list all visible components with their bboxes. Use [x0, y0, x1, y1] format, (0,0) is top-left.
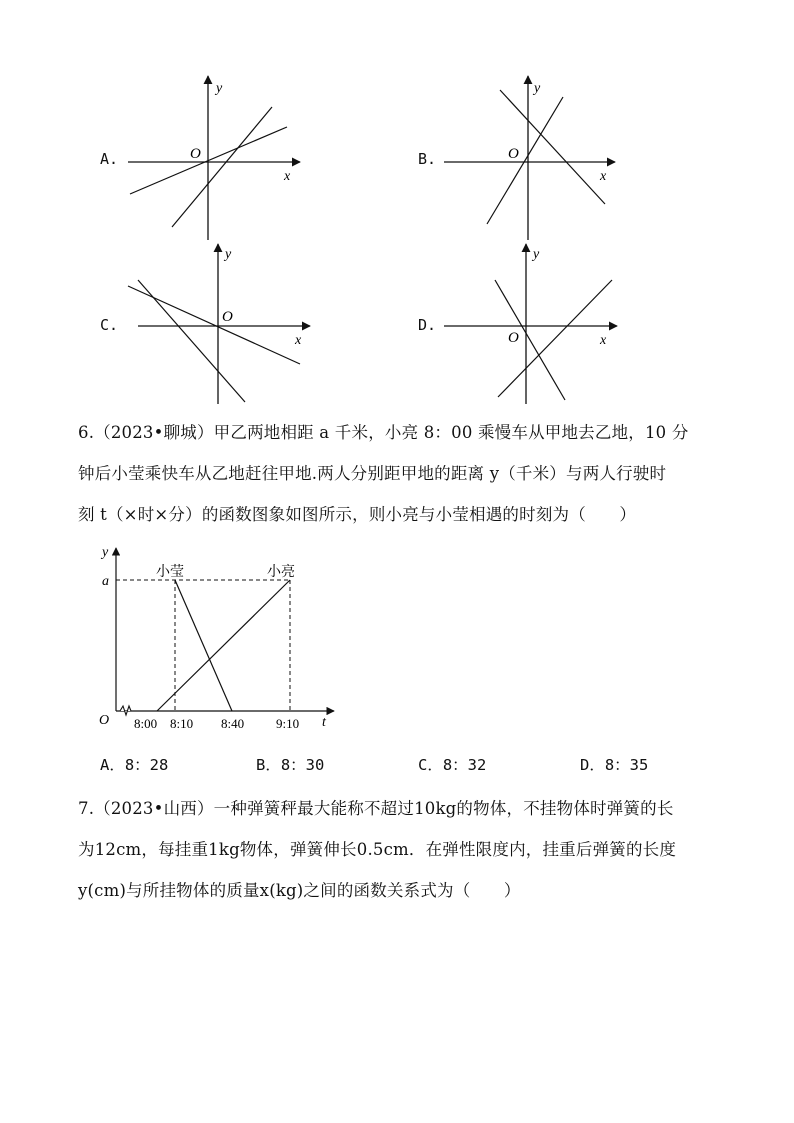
q6-distance-time-graph — [96, 540, 346, 730]
q6-choice-d: D．8：35 — [580, 756, 649, 774]
q6-choice-b: B．8：30 — [256, 756, 325, 774]
y-axis-label: y — [102, 545, 109, 560]
xiaoying-label: 小莹 — [156, 565, 184, 580]
y-axis-label: y — [225, 247, 232, 262]
option-b-graph — [440, 72, 630, 244]
origin-label: O — [99, 713, 110, 728]
line-1 — [487, 97, 563, 224]
origin-label: O — [222, 309, 233, 325]
x-axis-label: x — [295, 333, 302, 348]
origin-label: O — [508, 146, 519, 162]
option-a-graph — [120, 72, 310, 244]
q7-text-line-2: 为12cm，每挂重1kg物体，弹簧伸长0.5cm．在弹性限度内，挂重后弹簧的长度 — [78, 840, 677, 859]
q7-text-line-1: 7.（2023•山西）一种弹簧秤最大能称不超过10kg的物体，不挂物体时弹簧的长 — [78, 799, 674, 818]
q6-text-line-1: 6.（2023•聊城）甲乙两地相距 a 千米，小亮 8：00 乘慢车从甲地去乙地，10 分 — [78, 423, 689, 442]
tick-9-10: 9:10 — [276, 716, 300, 730]
x-axis-label: x — [600, 169, 607, 184]
option-d-label: D. — [418, 316, 437, 334]
xiaoliang-label: 小亮 — [267, 565, 295, 580]
origin-label: O — [190, 146, 201, 162]
y-axis-label: y — [534, 81, 541, 96]
option-d-graph — [440, 240, 630, 408]
q7-text-line-3: y(cm)与所挂物体的质量x(kg)之间的函数关系式为（ ） — [78, 881, 521, 900]
line-2 — [138, 280, 245, 402]
y-axis-label: y — [533, 247, 540, 262]
tick-8-10: 8:10 — [170, 716, 194, 730]
tick-8-40: 8:40 — [221, 716, 245, 730]
option-c-graph — [120, 240, 320, 408]
option-c-label: C. — [100, 316, 119, 334]
origin-label: O — [508, 330, 519, 346]
q6-text-line-2: 钟后小莹乘快车从乙地赶往甲地.两人分别距甲地的距离 y（千米）与两人行驶时 — [78, 464, 667, 483]
line-2 — [172, 107, 272, 227]
x-axis-label: x — [600, 333, 607, 348]
a-label: a — [102, 574, 109, 589]
line-1 — [495, 280, 565, 400]
q6-text-line-3: 刻 t（×时×分）的函数图象如图所示，则小亮与小莹相遇的时刻为（ ） — [78, 505, 637, 524]
x-axis-label: x — [284, 169, 291, 184]
q6-choice-a: A．8：28 — [100, 756, 169, 774]
option-a-label: A. — [100, 150, 119, 168]
t-axis-label: t — [322, 715, 326, 730]
q6-choice-c: C．8：32 — [418, 756, 487, 774]
y-axis-label: y — [216, 81, 223, 96]
option-b-label: B. — [418, 150, 437, 168]
tick-8-00: 8:00 — [134, 716, 158, 730]
